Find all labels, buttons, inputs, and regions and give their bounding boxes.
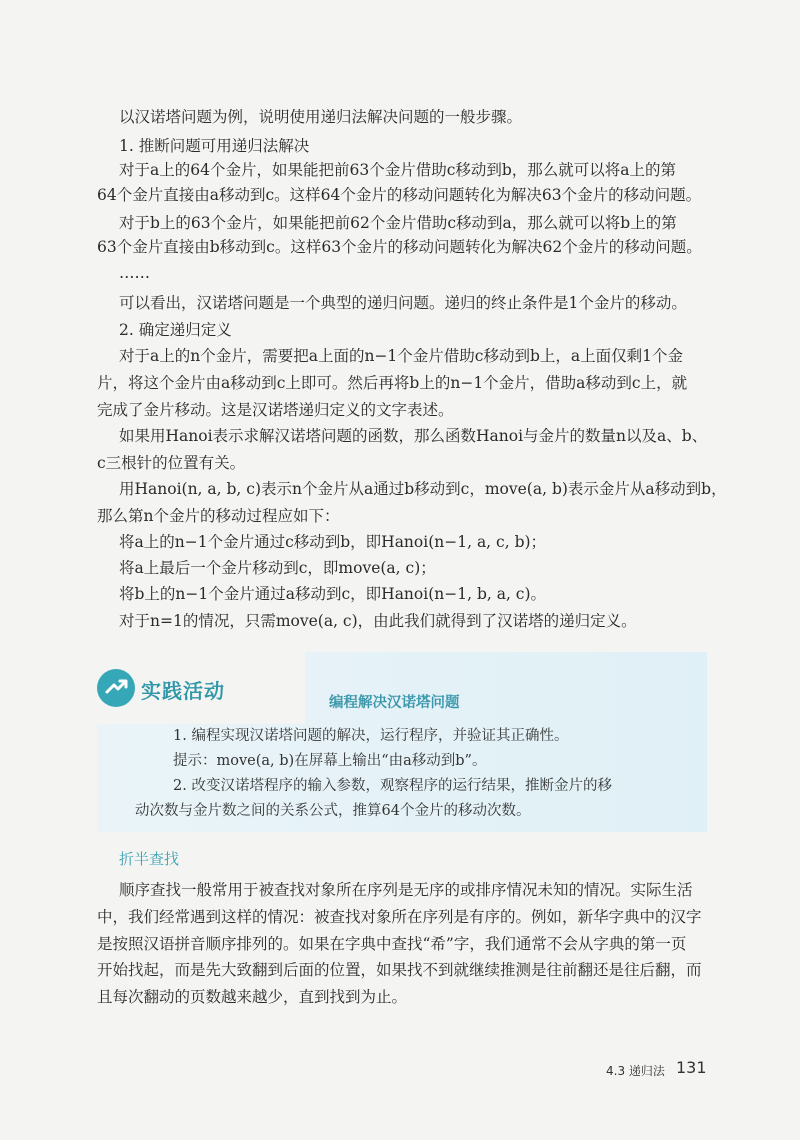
paragraph-line: 是按照汉语拼音顺序排列的。如果在字典中查找“希”字，我们通常不会从字典的第一页 — [97, 935, 687, 953]
paragraph-line: 将b上的n−1个金片通过a移动到c，即Hanoi(n−1, b, a, c)。 — [119, 585, 547, 603]
practice-activity-icon — [97, 669, 135, 707]
paragraph-line: 且每次翻动的页数越来越少，直到找到为止。 — [97, 988, 408, 1006]
paragraph-line: 中，我们经常遇到这样的情况：被查找对象所在序列是有序的。例如，新华字典中的汉字 — [97, 908, 702, 926]
paragraph-line: 那么第n个金片的移动过程应如下： — [97, 507, 340, 525]
practice-item: 动次数与金片数之间的关系公式，推算64个金片的移动次数。 — [135, 803, 531, 819]
practice-activity-box — [97, 652, 707, 832]
paragraph-line: c三根针的位置有关。 — [97, 454, 246, 472]
practice-title: 编程解决汉诺塔问题 — [329, 695, 460, 711]
paragraph-line: 64个金片直接由a移动到c。这样64个金片的移动问题转化为解决63个金片的移动问题。 — [97, 186, 702, 204]
practice-hint: 提示：move(a, b)在屏幕上输出“由a移动到b”。 — [173, 753, 487, 769]
practice-item: 2. 改变汉诺塔程序的输入参数，观察程序的运行结果，推断金片的移 — [173, 778, 612, 794]
paragraph-line: 片，将这个金片由a移动到c上即可。然后再将b上的n−1个金片，借助a移动到c上，就 — [97, 374, 688, 392]
practice-item: 1. 编程实现汉诺塔问题的解决，运行程序，并验证其正确性。 — [173, 728, 569, 744]
paragraph-line: 将a上的n−1个金片通过c移动到b，即Hanoi(n−1, a, c, b)； — [119, 533, 547, 551]
paragraph-line: 以汉诺塔问题为例，说明使用递归法解决问题的一般步骤。 — [119, 108, 523, 126]
paragraph-line: 开始找起，而是先大致翻到后面的位置，如果找不到就继续推测是往前翻还是往后翻，而 — [97, 961, 702, 979]
paragraph-line: 如果用Hanoi表示求解汉诺塔问题的函数，那么函数Hanoi与金片的数量n以及a、b、 — [119, 427, 708, 445]
step-heading: 1. 推断问题可用递归法解决 — [119, 137, 310, 155]
paragraph-line: 将a上最后一个金片移动到c，即move(a, c)； — [119, 559, 436, 577]
footer-section-label: 4.3 递归法 — [606, 1064, 665, 1078]
ellipsis: …… — [119, 264, 150, 282]
paragraph-line: 对于n=1的情况，只需move(a, c)，由此我们就得到了汉诺塔的递归定义。 — [119, 612, 637, 630]
practice-header — [97, 652, 305, 724]
page-number: 131 — [676, 1058, 707, 1077]
paragraph-line: 对于b上的63个金片，如果能把前62个金片借助c移动到a，那么就可以将b上的第 — [119, 214, 677, 232]
paragraph-line: 对于a上的n个金片，需要把a上面的n−1个金片借助c移动到b上，a上面仅剩1个金 — [119, 347, 684, 365]
paragraph-line: 可以看出，汉诺塔问题是一个典型的递归问题。递归的终止条件是1个金片的移动。 — [119, 294, 687, 312]
paragraph-line: 完成了金片移动。这是汉诺塔递归定义的文字表述。 — [97, 401, 454, 419]
paragraph-line: 用Hanoi(n, a, b, c)表示n个金片从a通过b移动到c，move(a, b)表示金片从a移动到b， — [119, 480, 727, 498]
paragraph-line: 对于a上的64个金片，如果能把前63个金片借助c移动到b，那么就可以将a上的第 — [119, 161, 677, 179]
section-title: 折半查找 — [119, 850, 180, 868]
paragraph-line: 63个金片直接由b移动到c。这样63个金片的移动问题转化为解决62个金片的移动问题。 — [97, 238, 702, 256]
paragraph-line: 顺序查找一般常用于被查找对象所在序列是无序的或排序情况未知的情况。实际生活 — [119, 881, 693, 899]
step-heading: 2. 确定递归定义 — [119, 321, 232, 339]
practice-activity-label: 实践活动 — [141, 679, 225, 703]
